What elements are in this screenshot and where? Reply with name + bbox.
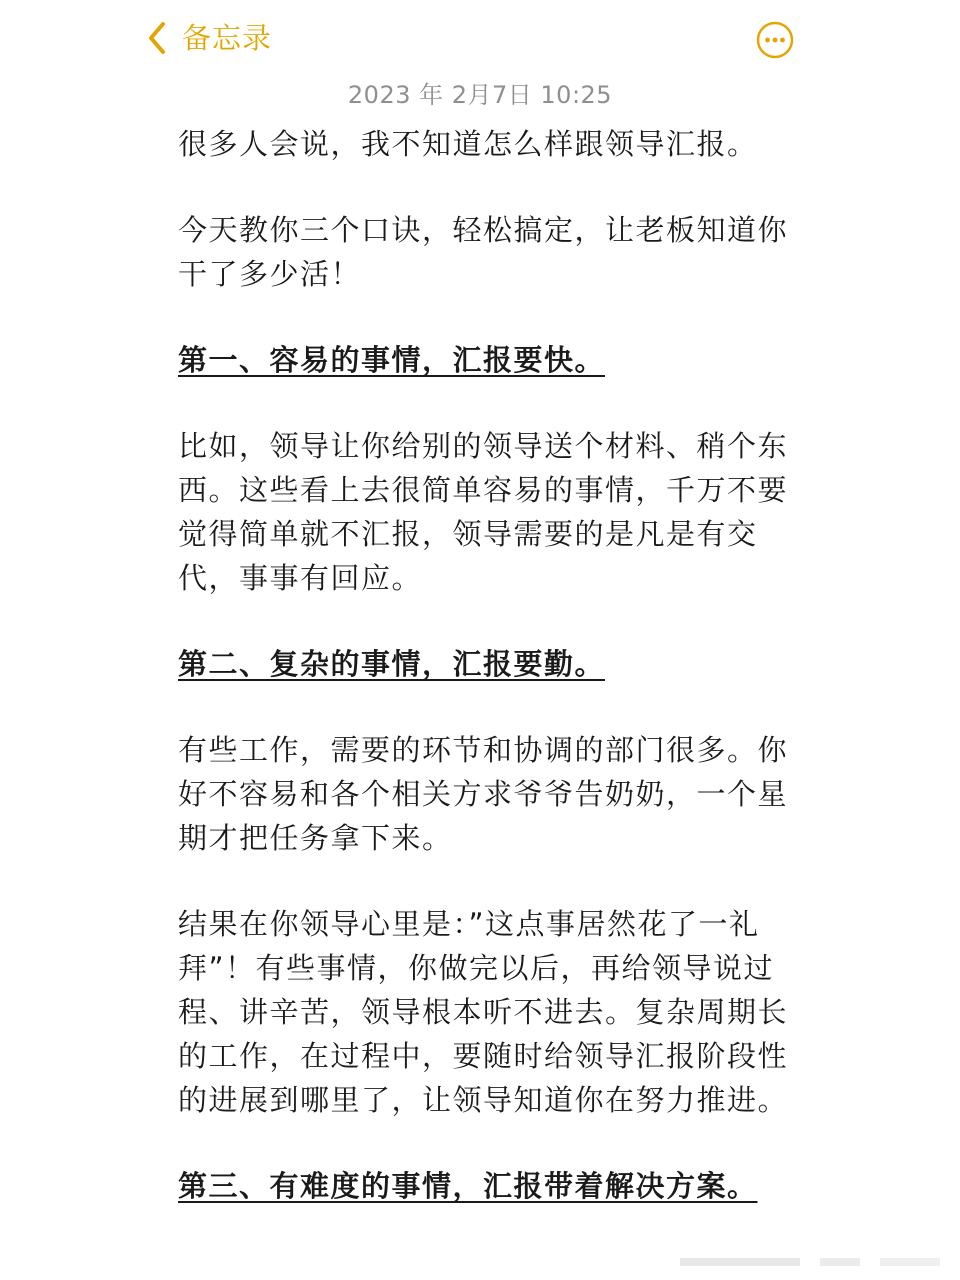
paragraph: 比如，领导让你给别的领导送个材料、稍个东西。这些看上去很简单容易的事情，千万不要觉得简单就不汇报，领导需要的是凡是有交代，事事有回应。 (178, 429, 789, 595)
chevron-left-icon (148, 21, 166, 55)
note-body[interactable] (178, 122, 788, 1208)
section-heading-3: 第三、有难度的事情，汇报带着解决方案。 (178, 1169, 758, 1203)
section-heading-2: 第二、复杂的事情，汇报要勤。 (178, 647, 606, 681)
more-icon[interactable] (755, 20, 795, 60)
section-heading-1: 第一、容易的事情，汇报要快。 (178, 343, 606, 377)
back-label: 备忘录 (182, 21, 273, 55)
back-button[interactable] (148, 18, 272, 58)
paragraph: 结果在你领导心里是：”这点事居然花了一礼拜”！有些事情，你做完以后，再给领导说过程、讲辛苦，领导根本听不进去。复杂周期长的工作，在过程中，要随时给领导汇报阶段性的进展到哪里了，让领导知道你在努力推进。 (178, 907, 789, 1117)
watermark (680, 1250, 950, 1272)
paragraph: 很多人会说，我不知道怎么样跟领导汇报。 (178, 127, 758, 161)
note-timestamp: 2023 年 2月7日 10:25 (347, 81, 613, 109)
nav-bar (0, 0, 960, 80)
paragraph: 有些工作，需要的环节和协调的部门很多。你好不容易和各个相关方求爷爷告奶奶，一个星期才把任务拿下来。 (178, 733, 789, 855)
paragraph: 今天教你三个口诀，轻松搞定，让老板知道你干了多少活！ (178, 213, 789, 291)
